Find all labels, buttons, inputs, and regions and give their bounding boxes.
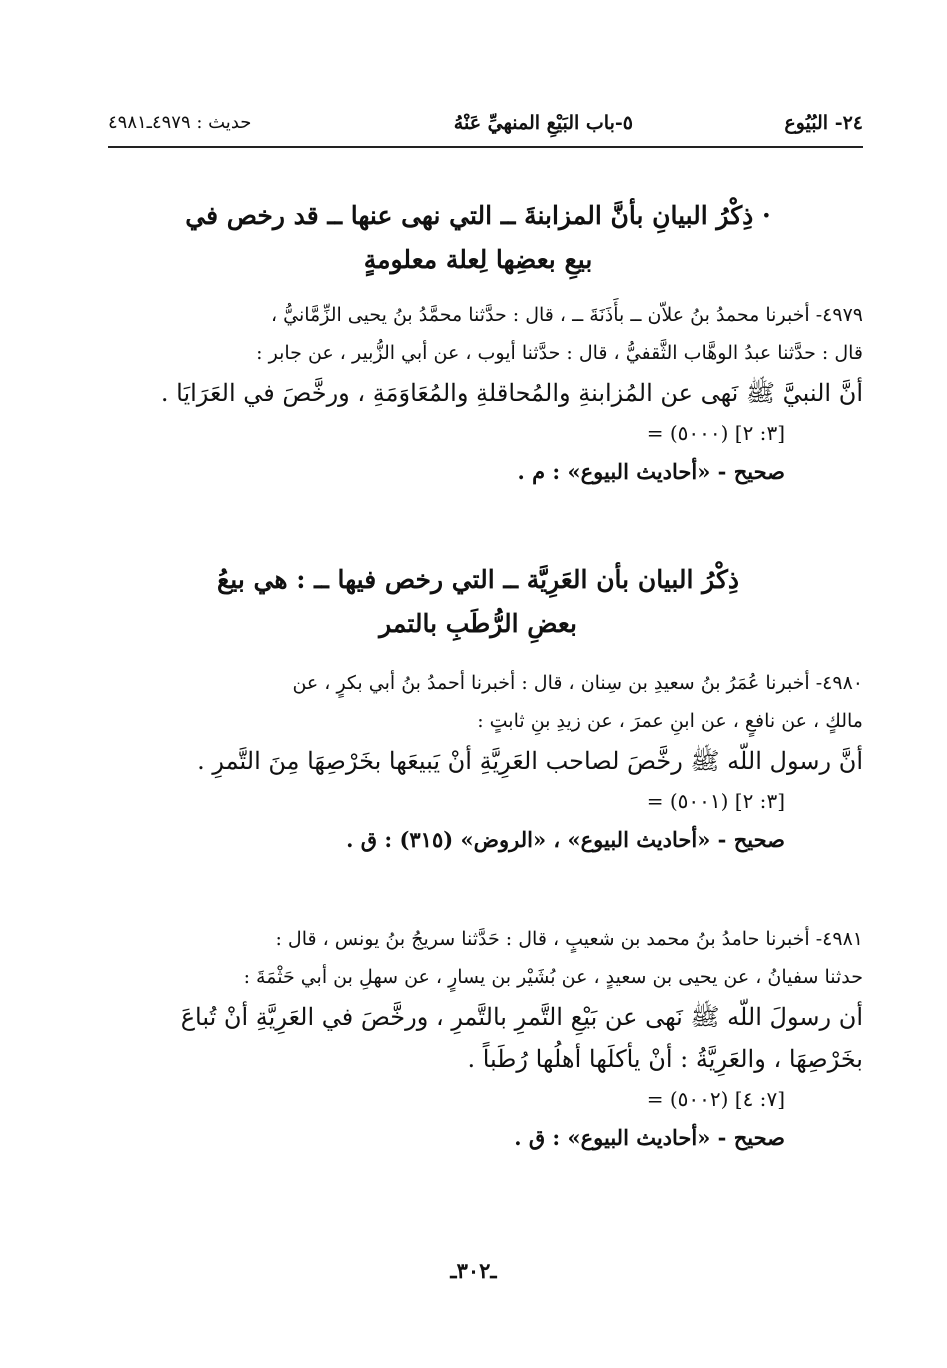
isnad-line: ٤٩٧٩- أخبرنا محمدُ بنُ علاّن ــ بأَذَنَةَ ــ ، قال : حدَّثنا محمَّدُ بنُ يحيى الزِّمَّانيُّ ، (270, 304, 863, 326)
cross-reference: = (٥٠٠١) [٣: ٢] (646, 789, 785, 813)
cross-reference: = (٥٠٠٠) [٣: ٢] (646, 421, 785, 445)
header-rule (108, 146, 863, 148)
matn-line: أن رسولَ اللّه ﷺ نَهى عن بَيْعِ التَّمرِ بالتَّمرِ ، ورخَّصَ في العَرِيَّةِ أنْ تُباعَ (180, 1003, 863, 1031)
hadith-4979 (93, 296, 863, 492)
chapter-title: ٢٤- البُيُوع (784, 112, 863, 134)
heading-line: · ذِكْرُ البيانِ بأنَّ المزابنةَ ــ التي نهى عنها ــ قد رخص في (185, 201, 771, 230)
heading-line: بيعِ بعضِها لِعلة معلومةٍ (363, 245, 593, 274)
isnad-line: مالكٍ ، عن نافعٍ ، عن ابنِ عمرَ ، عن زيدِ بنِ ثابتٍ : (477, 710, 863, 732)
running-header (108, 108, 863, 144)
grading: صحيح - «أحاديث البيوع» : م . (517, 459, 785, 484)
matn-line: بخَرْصِهَا ، والعَرِيَّةُ : أنْ يأكلَها أهلُها رُطَباً . (467, 1045, 863, 1073)
hadith-range: حديث : ٤٩٧٩ـ٤٩٨١ (108, 112, 252, 133)
chapter-heading-1 (93, 194, 863, 282)
heading-line: بعضِ الرُّطَبِ بالتمر (379, 609, 577, 638)
heading-line: ذِكْرُ البيان بأن العَرِيَّة ــ التي رخص فيها ــ : هي بيعُ (217, 565, 739, 594)
isnad-line: ٤٩٨١- أخبرنا حامدُ بنُ محمد بن شعيبٍ ، قال : حَدَّثنا سريجُ بنُ يونس ، قال : (275, 928, 863, 950)
page-number: ـ٣٠٢ـ (450, 1258, 497, 1283)
cross-reference: = (٥٠٠٢) [٧: ٤] (646, 1087, 785, 1111)
isnad-line: حدثنا سفيانُ ، عن يحيى بن سعيدٍ ، عن بُشَيْر بن يسارٍ ، عن سهلِ بن أبي حَثْمَةَ : (243, 966, 863, 988)
matn-line: أنَّ رسول اللّه ﷺ رخَّصَ لصاحب العَرِيَّةِ أنْ يَبيعَها بخَرْصِهَا مِنَ التَّمرِ . (197, 747, 863, 775)
chapter-heading-2 (93, 558, 863, 646)
isnad-line: قال : حدَّثنا عبدُ الوهَّاب الثَّقفيُّ ، قال : حدَّثنا أيوب ، عن أبي الزُّبير ، عن جابر : (256, 342, 863, 364)
matn-line: أنَّ النبيَّ ﷺ نَهى عن المُزابنةِ والمُحاقلةِ والمُعَاوَمَةِ ، ورخَّصَ في العَرَايَا . (160, 379, 863, 407)
hadith-4981 (93, 920, 863, 1158)
section-title: ٥-باب البَيْعِ المنهيِّ عَنْهُ (453, 112, 633, 134)
isnad-line: ٤٩٨٠- أخبرنا عُمَرُ بنُ سعيدِ بن سِنان ، قال : أخبرنا أحمدُ بنُ أبي بكرٍ ، عن (292, 672, 863, 694)
hadith-4980 (93, 664, 863, 860)
grading: صحيح - «أحاديث البيوع» : ق . (514, 1125, 785, 1150)
grading: صحيح - «أحاديث البيوع» ، «الروض» (٣١٥) : ق . (346, 827, 785, 852)
